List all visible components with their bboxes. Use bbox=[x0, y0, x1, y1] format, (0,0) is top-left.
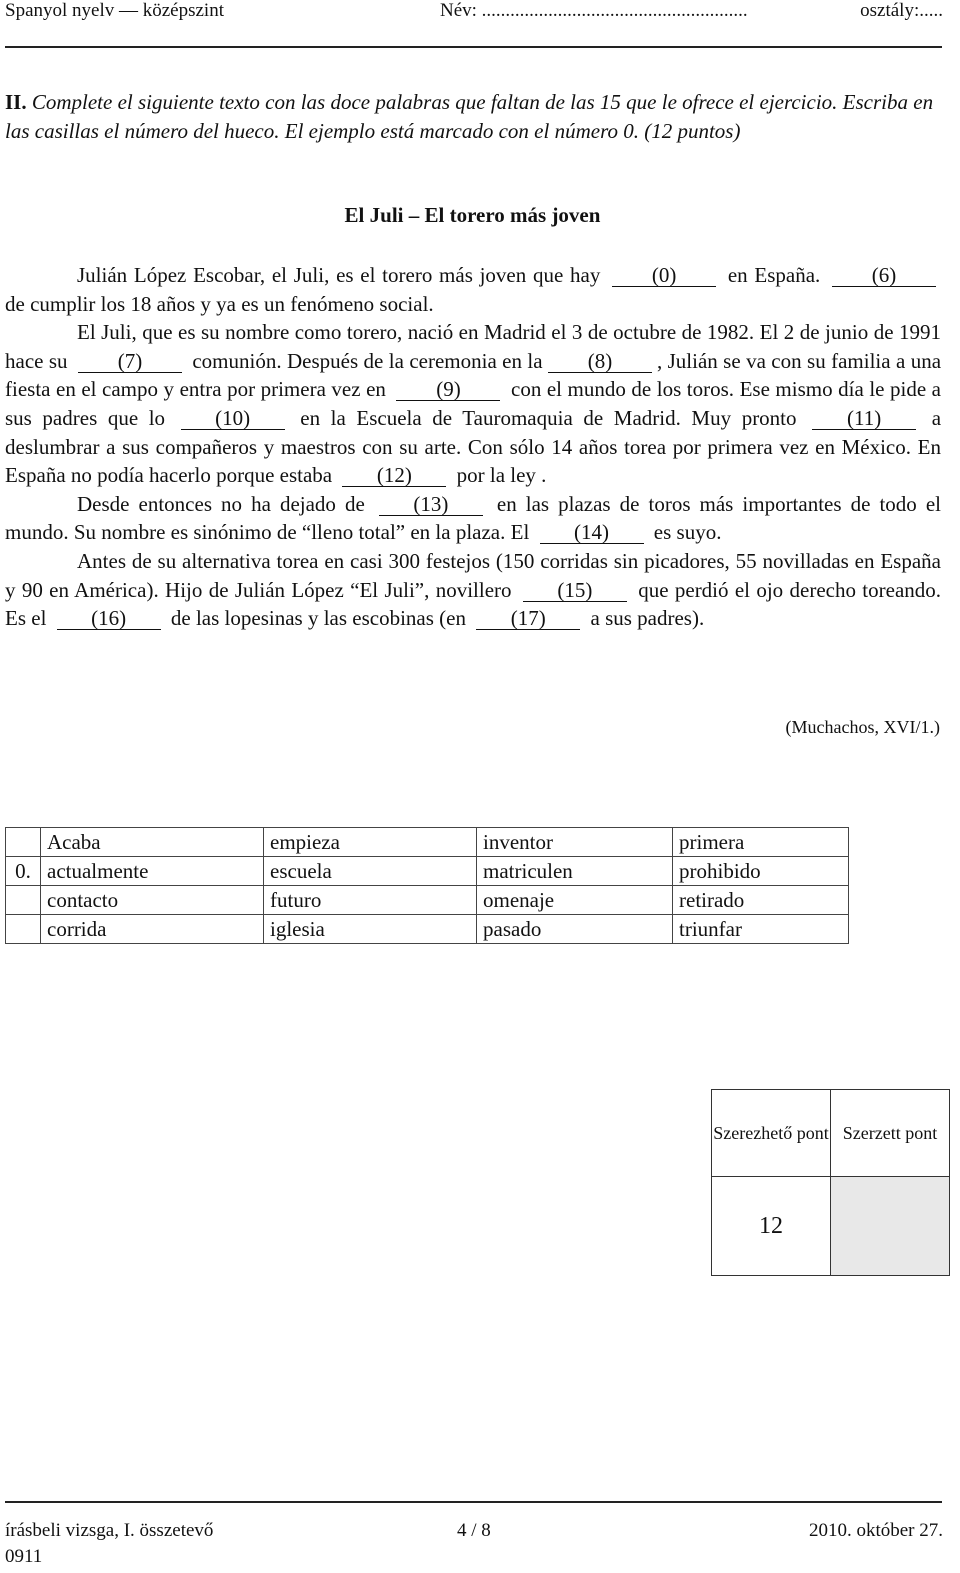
word-cell: prohibido bbox=[673, 857, 849, 886]
gap-9: (9) bbox=[396, 378, 500, 401]
source-citation: (Muchachos, XVI/1.) bbox=[785, 717, 940, 737]
text-segment: Julián López Escobar, el Juli, es el torero más joven que hay bbox=[77, 263, 601, 287]
max-points-label: Szerezhető pont bbox=[712, 1090, 831, 1177]
word-cell: inventor bbox=[477, 828, 673, 857]
max-points-value: 12 bbox=[712, 1177, 831, 1276]
earned-points-label: Szerzett pont bbox=[831, 1090, 950, 1177]
text-segment: Desde entonces no ha dejado de bbox=[77, 491, 365, 516]
gap-6: (6) bbox=[832, 264, 936, 287]
row-number-cell bbox=[6, 828, 41, 857]
task-text: Complete el siguiente texto con las doce palabras que faltan de las 15 que le ofrece el ejercicio. Escriba en las casillas el número del hueco. El ejemplo está marcado con el número 0. (12 puntos) bbox=[5, 90, 934, 143]
text-segment: en la Escuela de Tauromaquia de Madrid. Muy pronto bbox=[300, 405, 797, 430]
table-row bbox=[6, 828, 849, 857]
task-number: II. bbox=[5, 90, 27, 114]
gap-0: (0) bbox=[612, 264, 716, 287]
gap-11: (11) bbox=[812, 407, 916, 430]
word-cell: pasado bbox=[477, 915, 673, 944]
word-cell: escuela bbox=[264, 857, 477, 886]
gap-17: (17) bbox=[476, 607, 580, 630]
table-row bbox=[6, 857, 849, 886]
word-cell: triunfar bbox=[673, 915, 849, 944]
text-segment: es suyo. bbox=[653, 520, 722, 545]
class-field-label: osztály:..... bbox=[860, 0, 943, 21]
paragraph-4 bbox=[5, 547, 941, 633]
word-cell: iglesia bbox=[264, 915, 477, 944]
header-rule bbox=[5, 46, 942, 48]
footer-rule bbox=[5, 1501, 942, 1503]
word-bank-table bbox=[5, 827, 849, 944]
text-segment: de cumplir los 18 años y ya es un fenómeno social. bbox=[5, 291, 434, 316]
score-box bbox=[711, 1089, 950, 1276]
name-field-label: Név: ........................................................ bbox=[440, 0, 748, 21]
subject-label: Spanyol nyelv — középszint bbox=[5, 0, 224, 21]
text-segment: con el mundo de los toros. Ese mismo día le pide a sus padres que lo bbox=[5, 377, 942, 430]
word-cell: futuro bbox=[264, 886, 477, 915]
text-segment: , Julián se va con su familia a una fiesta en el campo y entra por primera vez en bbox=[5, 348, 942, 402]
paragraph-1 bbox=[5, 261, 941, 318]
word-cell: actualmente bbox=[41, 857, 264, 886]
text-title: El Juli – El torero más joven bbox=[344, 203, 601, 227]
gap-15: (15) bbox=[523, 579, 627, 602]
gap-14: (14) bbox=[540, 521, 644, 544]
table-row bbox=[6, 915, 849, 944]
text-segment: a deslumbrar a sus compañeros y maestros con su arte. Con sólo 14 años torea por primera vez en México. En España no podía hacerlo porque estaba bbox=[5, 405, 942, 488]
word-cell: primera bbox=[673, 828, 849, 857]
task-instruction bbox=[5, 88, 940, 146]
text-segment: en las plazas de toros más importantes de todo el mundo. Su nombre es sinónimo de “lleno total” en la plaza. El bbox=[5, 491, 941, 545]
page-header bbox=[5, 0, 943, 24]
word-cell: omenaje bbox=[477, 886, 673, 915]
paragraph-2 bbox=[5, 318, 941, 490]
paragraph-3 bbox=[5, 490, 941, 547]
text-segment: que perdió el ojo derecho toreando. Es el bbox=[5, 577, 942, 631]
table-row bbox=[6, 886, 849, 915]
footer-exam-label: írásbeli vizsga, I. összetevő bbox=[5, 1520, 214, 1541]
word-cell: corrida bbox=[41, 915, 264, 944]
text-segment: a sus padres). bbox=[590, 606, 705, 631]
text-segment: Antes de su alternativa torea en casi 300 festejos (150 corridas sin picadores, 55 novilladas en España y 90 en América). Hijo de Julián López “El Juli”, novillero bbox=[5, 548, 941, 602]
row-number-cell bbox=[6, 915, 41, 944]
text-segment: de las lopesinas y las escobinas (en bbox=[170, 606, 466, 631]
text-segment: por la ley . bbox=[456, 463, 547, 488]
word-cell: Acaba bbox=[41, 828, 264, 857]
cloze-text bbox=[5, 261, 941, 633]
gap-13: (13) bbox=[379, 493, 483, 516]
text-segment: El Juli, que es su nombre como torero, nació en Madrid el 3 de octubre de 1982. El 2 de junio de 1991 hace su bbox=[5, 320, 941, 373]
exam-date: 2010. október 27. bbox=[808, 1520, 943, 1541]
word-cell: retirado bbox=[673, 886, 849, 915]
gap-10: (10) bbox=[181, 407, 285, 430]
word-cell: contacto bbox=[41, 886, 264, 915]
gap-8: (8) bbox=[548, 350, 652, 373]
page-footer bbox=[5, 1520, 943, 1572]
word-cell: empieza bbox=[264, 828, 477, 857]
text-segment: comunión. Después de la ceremonia en la bbox=[192, 348, 543, 373]
word-cell: matriculen bbox=[477, 857, 673, 886]
earned-points-field[interactable] bbox=[831, 1177, 950, 1276]
gap-12: (12) bbox=[342, 464, 446, 487]
page-number: 4 / 8 bbox=[457, 1520, 491, 1541]
row-number-cell: 0. bbox=[6, 857, 41, 886]
footer-code: 0911 bbox=[5, 1546, 43, 1567]
text-segment: en España. bbox=[727, 263, 821, 287]
row-number-cell bbox=[6, 886, 41, 915]
gap-16: (16) bbox=[57, 607, 161, 630]
gap-7: (7) bbox=[78, 350, 182, 373]
